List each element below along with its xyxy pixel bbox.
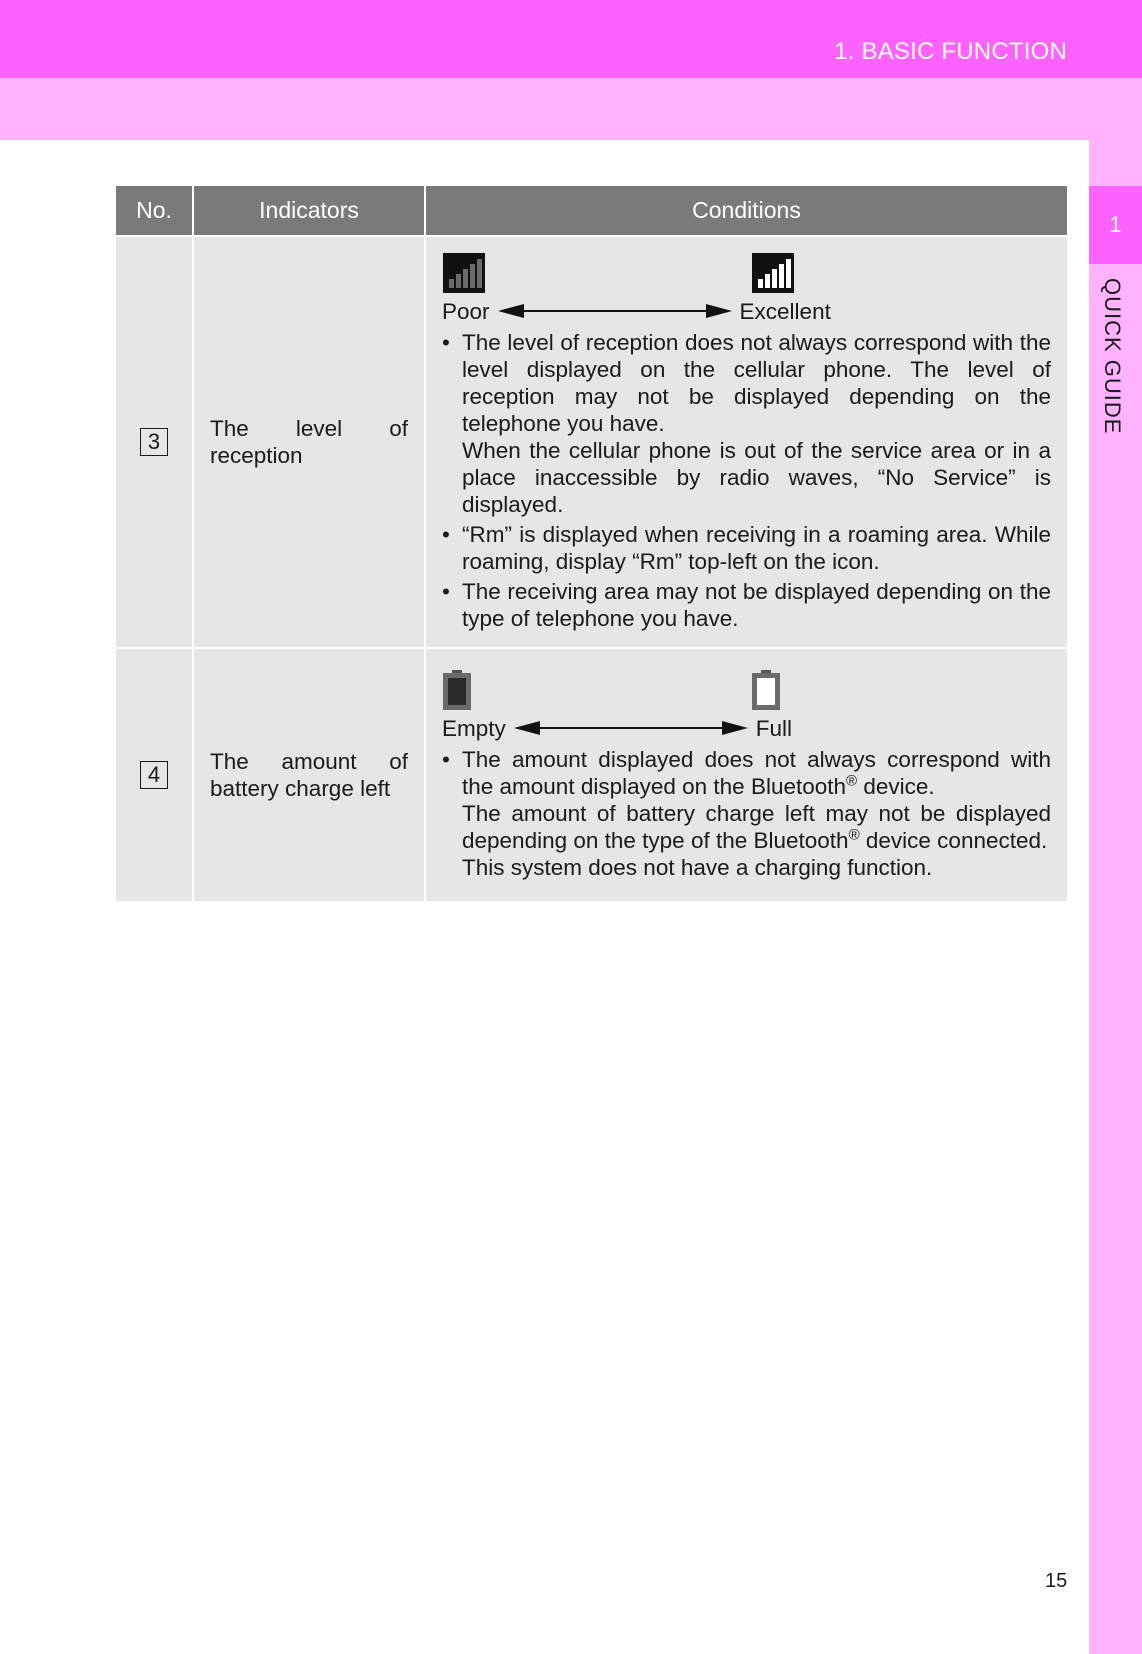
battery-full-icon [752, 670, 780, 710]
indicator-cell [193, 648, 425, 901]
signal-excellent-icon [752, 253, 794, 293]
list-item: • The level of reception does not always correspond with the level displayed on the cellular phone. The level of reception may not be displayed depending on the telephone you have. When the cellular phone is out of the service area or in a place inaccessible by radio waves, “No Service” is displayed. [442, 329, 1051, 518]
battery-empty-icon [443, 670, 471, 710]
row-number: 4 [140, 761, 168, 789]
row-number-cell [116, 236, 193, 648]
table-row [116, 236, 1067, 648]
conditions-cell [425, 648, 1067, 901]
list-item: • “Rm” is displayed when receiving in a roaming area. While roaming, display “Rm” top-left on the icon. [442, 521, 1051, 575]
list-item: • The receiving area may not be displayed depending on the type of telephone you have. [442, 578, 1051, 632]
indicator-table [116, 186, 1067, 901]
indicator-cell [193, 236, 425, 648]
scale-low-label: Empty [442, 715, 506, 741]
row-number-cell [116, 648, 193, 901]
header-conditions: Conditions [425, 186, 1067, 236]
indicator-text: The level of reception [210, 416, 408, 468]
header-indicators: Indicators [193, 186, 425, 236]
section-title: 1. BASIC FUNCTION [834, 38, 1067, 65]
header-subband [0, 78, 1142, 140]
double-arrow-icon [514, 721, 748, 735]
scale-high-label: Excellent [739, 298, 831, 324]
condition-list [442, 329, 1051, 632]
header-no: No. [116, 186, 193, 236]
row-number: 3 [140, 428, 168, 456]
double-arrow-icon [498, 304, 732, 318]
indicator-text: The amount of battery charge left [210, 749, 408, 801]
signal-poor-icon [443, 253, 485, 293]
conditions-cell [425, 236, 1067, 648]
icon-row [442, 253, 1051, 297]
page-number: 15 [1045, 1570, 1068, 1592]
battery-scale [442, 714, 1051, 742]
chapter-tab[interactable] [1089, 186, 1142, 264]
scale-high-label: Full [755, 715, 793, 741]
registered-mark: ® [846, 772, 858, 790]
chapter-label: QUICK GUIDE [1100, 278, 1125, 435]
registered-mark: ® [848, 826, 860, 844]
scale-low-label: Poor [442, 298, 490, 324]
list-item: • The amount displayed does not always correspond with the amount displayed on the Bluetooth® device. The amount of battery charge left may not be displayed depending on the type of the Bluetooth® device connected. This system does not have a charging function. [442, 746, 1051, 881]
condition-list [442, 746, 1051, 881]
table-row [116, 648, 1067, 901]
reception-scale [442, 297, 1051, 325]
table-header-row [116, 186, 1067, 236]
icon-row [442, 670, 1051, 714]
chapter-number: 1 [1109, 212, 1122, 237]
